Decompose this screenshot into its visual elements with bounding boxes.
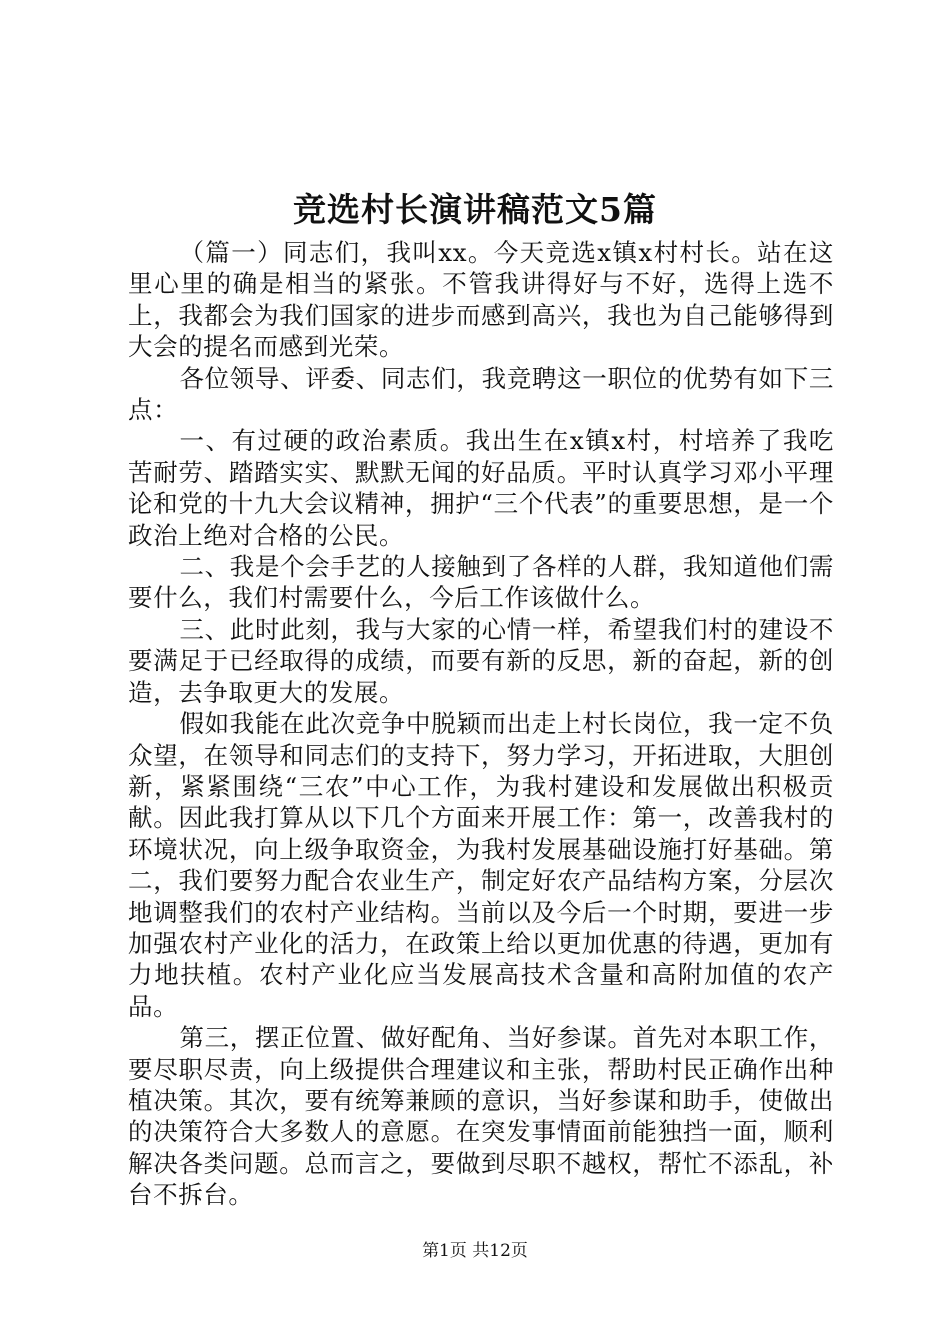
paragraph: 三、此时此刻，我与大家的心情一样，希望我们村的建设不要满足于已经取得的成绩，而要有新的反思，新的奋起，新的创造，去争取更大的发展。 — [128, 614, 834, 707]
paragraph: 各位领导、评委、同志们，我竞聘这一职位的优势有如下三点： — [128, 363, 834, 425]
paragraph: （篇一）同志们，我叫xx。今天竞选x镇x村村长。站在这里心里的确是相当的紧张。不管我讲得好与不好，选得上选不上，我都会为我们国家的进步而感到高兴，我也为自己能够得到大会的提名而感到光荣。 — [128, 238, 834, 362]
page-footer: 第1页 共12页 — [422, 1241, 528, 1261]
document-title: 竞选村长演讲稿范文5篇 — [293, 190, 657, 229]
paragraph: 二、我是个会手艺的人接触到了各样的人群，我知道他们需要什么，我们村需要什么，今后工作该做什么。 — [128, 552, 834, 613]
paragraph: 假如我能在此次竞争中脱颖而出走上村长岗位，我一定不负众望，在领导和同志们的支持下，努力学习，开拓进取，大胆创新，紧紧围绕“三农”中心工作，为我村建设和发展做出积极贡献。因此我打算从以下几个方面来开展工作：第一，改善我村的环境状况，向上级争取资金，为我村发展基础设施打好基础。第二，我们要努力配合农业生产，制定好农产品结构方案，分层次地调整我们的农村产业结构。当前以及今后一个时期，要进一步加强农村产业化的活力，在政策上给以更加优惠的待遇，更加有力地扶植。农村产业化应当发展高技术含量和高附加值的农产品。 — [128, 709, 834, 1021]
paragraph: 一、有过硬的政治素质。我出生在x镇x村，村培养了我吃苦耐劳、踏踏实实、默默无闻的好品质。平时认真学习邓小平理论和党的十九大会议精神，拥护“三个代表”的重要思想，是一个政治上绝对合格的公民。 — [128, 426, 834, 550]
paragraph: 第三，摆正位置、做好配角、当好参谋。首先对本职工作，要尽职尽责，向上级提供合理建议和主张，帮助村民正确作出种植决策。其次，要有统筹兼顾的意识，当好参谋和助手，使做出的决策符合大多数人的意愿。在突发事情面前能独挡一面，顺利解决各类问题。总而言之，要做到尽职不越权，帮忙不添乱，补台不拆台。 — [128, 1023, 834, 1210]
document-body — [128, 237, 834, 1211]
